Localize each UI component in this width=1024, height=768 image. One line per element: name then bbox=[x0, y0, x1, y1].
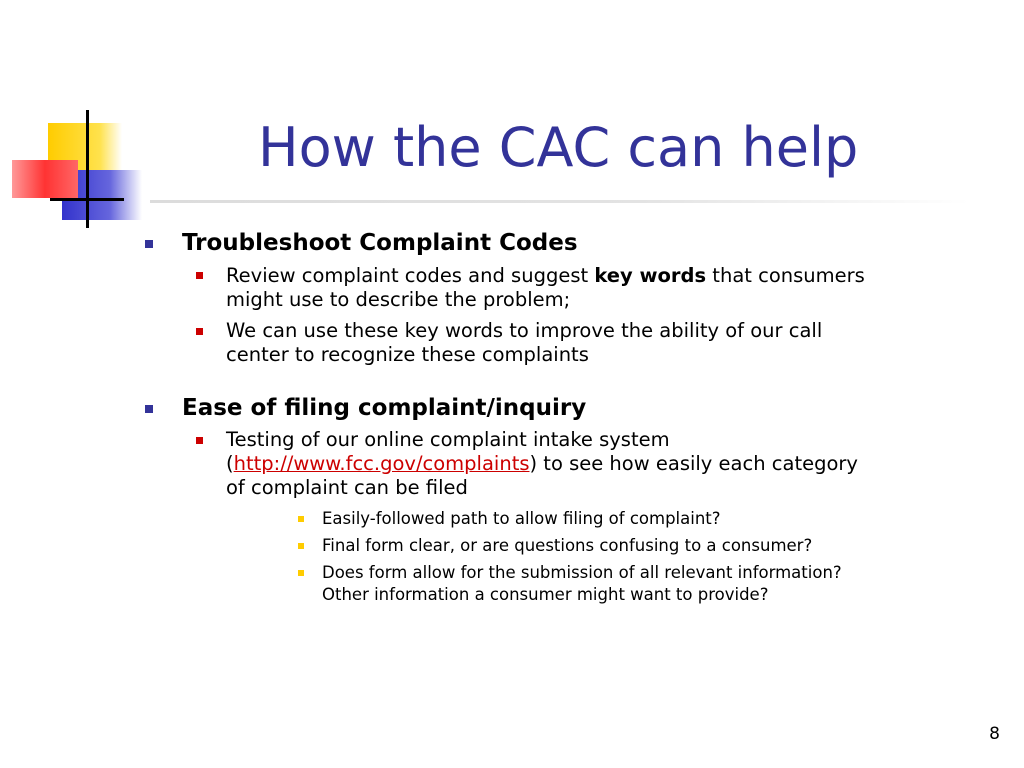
level2-bullet-icon bbox=[196, 328, 203, 335]
level1-bullet-icon bbox=[145, 405, 153, 413]
sub-bullet-final-form: Final form clear, or are questions confusing to a consumer? bbox=[322, 536, 813, 555]
level2-bullet-icon bbox=[196, 437, 203, 444]
title-divider bbox=[150, 200, 970, 203]
bullet-heading-troubleshoot: Troubleshoot Complaint Codes bbox=[182, 230, 578, 256]
bullet-review-codes-line1 bbox=[226, 264, 865, 288]
color-squares-logo bbox=[0, 0, 150, 240]
bullet-heading-ease-of-filing: Ease of filing complaint/inquiry bbox=[182, 395, 587, 421]
sub-bullet-path: Easily-followed path to allow filing of complaint? bbox=[322, 509, 721, 528]
text-run: that consumers bbox=[706, 264, 865, 287]
fcc-complaints-link[interactable]: http://www.fcc.gov/complaints bbox=[233, 452, 530, 475]
level3-bullet-icon bbox=[298, 570, 304, 576]
key-words-emphasis: key words bbox=[594, 264, 707, 287]
sub-bullet-submission-line2: Other information a consumer might want to provide? bbox=[322, 585, 769, 604]
bullet-review-codes-line2: might use to describe the problem; bbox=[226, 288, 571, 311]
bullet-testing-line1: Testing of our online complaint intake system bbox=[226, 428, 670, 451]
text-run: ) to see how easily each category bbox=[529, 452, 858, 475]
bullet-key-words-line1: We can use these key words to improve the ability of our call bbox=[226, 319, 823, 342]
bullet-key-words-line2: center to recognize these complaints bbox=[226, 343, 589, 366]
level1-bullet-icon bbox=[145, 240, 153, 248]
slide-title: How the CAC can help bbox=[258, 116, 859, 179]
level2-bullet-icon bbox=[196, 272, 203, 279]
text-run: Review complaint codes and suggest bbox=[226, 264, 595, 287]
text-run: ( bbox=[226, 452, 234, 475]
sub-bullet-submission-line1: Does form allow for the submission of all relevant information? bbox=[322, 563, 842, 582]
level3-bullet-icon bbox=[298, 516, 304, 522]
bullet-testing-line2 bbox=[226, 452, 858, 476]
bullet-testing-line3: of complaint can be filed bbox=[226, 476, 468, 499]
page-number: 8 bbox=[989, 724, 1000, 744]
level3-bullet-icon bbox=[298, 543, 304, 549]
